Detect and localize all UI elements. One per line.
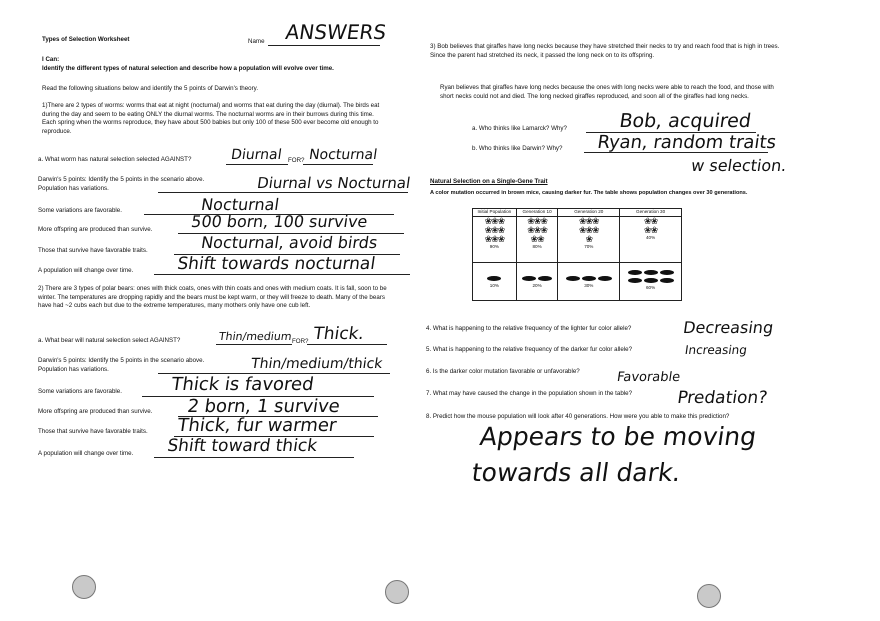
mice-a5: Increasing: [684, 343, 748, 357]
giraffe-qb-answer: Ryan, random traits: [596, 132, 778, 153]
bears-q-against: a. What bear will natural selection select AGAINST?: [38, 337, 181, 344]
mice-q6: 6. Is the darker color mutation favorable or unfavorable?: [426, 368, 580, 375]
worms-p3-answer: 500 born, 100 survive: [190, 212, 369, 231]
worms-intro: 1)There are 2 types of worms: worms that eat at night (nocturnal) and worms that eat during the day (diurnal). The birds eat during the day and seem to be eating ONLY the diurnal worms. The nocturnal worms are in their burrows during this time. Each spring when the worms reproduce, they have about 500 babies but only 100 of these 500 ever become old enough to reproduce.: [42, 102, 380, 135]
col-gen20: Generation 20: [558, 209, 620, 217]
mice-a7: Predation?: [676, 388, 769, 408]
bears-p4-label: Those that survive have favorable traits.: [38, 428, 148, 435]
name-answer: ANSWERS: [284, 20, 388, 44]
bears-p2-label: Some variations are favorable.: [38, 388, 122, 395]
binder-hole-center: [385, 580, 409, 604]
bears-for-label: FOR?: [292, 338, 309, 345]
bears-p1-label: Population has variations.: [38, 366, 109, 373]
worms-p4-answer: Nocturnal, avoid birds: [200, 233, 379, 252]
bears-p1-answer: Thin/medium/thick: [250, 356, 384, 372]
dark-mice-initial: 10%: [473, 263, 517, 301]
col-initial: Initial Population: [473, 209, 517, 217]
light-mice-gen10: ❀❀❀ ❀❀❀ ❀❀ 80%: [516, 217, 558, 263]
worms-p2-answer: Nocturnal: [200, 195, 281, 214]
worms-p3-label: More offspring are produced than survive.: [38, 226, 153, 233]
bears-intro: 2) There are 3 types of polar bears: ones with thick coats, ones with thin coats and ones with medium coats. It is fall, soon to be winter. The temperatures are dropping rapidly and the bears must be kept warm, or they will freeze to death. Many of the bears have had ~2 cubs each but due to the extreme temperatures, many mothers only have one cub left.: [38, 285, 387, 310]
worms-p1-answer: Diurnal vs Nocturnal: [256, 174, 412, 192]
worms-p1-label: Population has variations.: [38, 185, 109, 192]
binder-hole-right: [697, 584, 721, 608]
light-mice-gen30: ❀❀ ❀❀ 40%: [620, 217, 682, 263]
col-gen10: Generation 10: [516, 209, 558, 217]
worms-p5-answer: Shift towards nocturnal: [176, 254, 377, 274]
worms-p5-label: A population will change over time.: [38, 267, 134, 274]
mice-a6: Favorable: [616, 370, 682, 385]
mice-intro: A color mutation occurred in brown mice, causing darker fur. The table shows population changes over 30 generations.: [430, 190, 748, 196]
worms-p4-label: Those that survive have favorable traits.: [38, 247, 148, 254]
worksheet-title: Types of Selection Worksheet: [42, 36, 130, 43]
bears-p4-answer: Thick, fur warmer: [176, 415, 338, 436]
ican-text: Identify the different types of natural selection and describe how a population will evolve over time.: [42, 65, 334, 72]
worms-ans-for: Nocturnal: [308, 147, 379, 163]
binder-hole-left: [72, 575, 96, 599]
bears-p2-answer: Thick is favored: [170, 374, 316, 395]
bears-ans-against: Thin/medium: [218, 330, 293, 343]
bears-p3-answer: 2 born, 1 survive: [186, 396, 342, 417]
worms-ans-against: Diurnal: [230, 147, 283, 163]
mice-q7: 7. What may have caused the change in the population shown in the table?: [426, 390, 633, 397]
mice-q4: 4. What is happening to the relative frequency of the lighter fur color allele?: [426, 325, 632, 332]
light-mice-initial: ❀❀❀ ❀❀❀ ❀❀❀ 90%: [473, 217, 517, 263]
bears-p3-label: More offspring are produced than survive.: [38, 408, 153, 415]
worms-for-label: FOR?: [288, 157, 305, 164]
instructions: Read the following situations below and identify the 5 points of Darwin's theory.: [42, 85, 259, 92]
bears-p5-answer: Shift toward thick: [166, 436, 319, 456]
name-label: Name: [248, 38, 265, 45]
bears-darwin-label: Darwin's 5 points: Identify the 5 points in the scenario above.: [38, 357, 205, 364]
col-gen30: Generation 30: [620, 209, 682, 217]
ican-label: I Can:: [42, 56, 60, 63]
bears-p5-label: A population will change over time.: [38, 450, 134, 457]
giraffe-qb: b. Who thinks like Darwin? Why?: [472, 145, 563, 152]
bears-ans-for: Thick.: [312, 324, 366, 344]
worms-p2-label: Some variations are favorable.: [38, 207, 122, 214]
mice-a8-line2: towards all dark.: [470, 458, 683, 487]
giraffe-bob-text: 3) Bob believes that giraffes have long necks because they have stretched their necks to try and reach food that is high in trees. Since the parent had stretched its neck, it passed the long neck on to its offspring.: [430, 43, 780, 59]
worms-q-against: a. What worm has natural selection selected AGAINST?: [38, 156, 192, 163]
giraffe-qa: a. Who thinks like Lamarck? Why?: [472, 125, 567, 132]
mice-a8-line1: Appears to be moving: [478, 422, 759, 451]
dark-mice-gen10: 20%: [516, 263, 558, 301]
light-mice-gen20: ❀❀❀ ❀❀❀ ❀ 70%: [558, 217, 620, 263]
giraffe-qb-answer-2: w selection.: [690, 156, 788, 175]
dark-mice-gen30: 60%: [620, 263, 682, 301]
worms-darwin-label: Darwin's 5 points: Identify the 5 points in the scenario above.: [38, 176, 205, 183]
mice-q5: 5. What is happening to the relative frequency of the darker fur color allele?: [426, 346, 633, 353]
mice-heading: Natural Selection on a Single-Gene Trait: [430, 178, 548, 185]
mice-a4: Decreasing: [682, 318, 775, 337]
giraffe-ryan-text: Ryan believes that giraffes have long necks because the ones with long necks were able to reach the food, and those with short necks could not and died. The long necked giraffes reproduced, and soon all of the giraffes had long necks.: [440, 84, 774, 100]
dark-mice-gen20: 30%: [558, 263, 620, 301]
mice-population-table: [472, 208, 682, 301]
mice-q8: 8. Predict how the mouse population will look after 40 generations. How were you able to make this prediction?: [426, 413, 730, 420]
giraffe-qa-answer: Bob, acquired: [618, 110, 753, 132]
